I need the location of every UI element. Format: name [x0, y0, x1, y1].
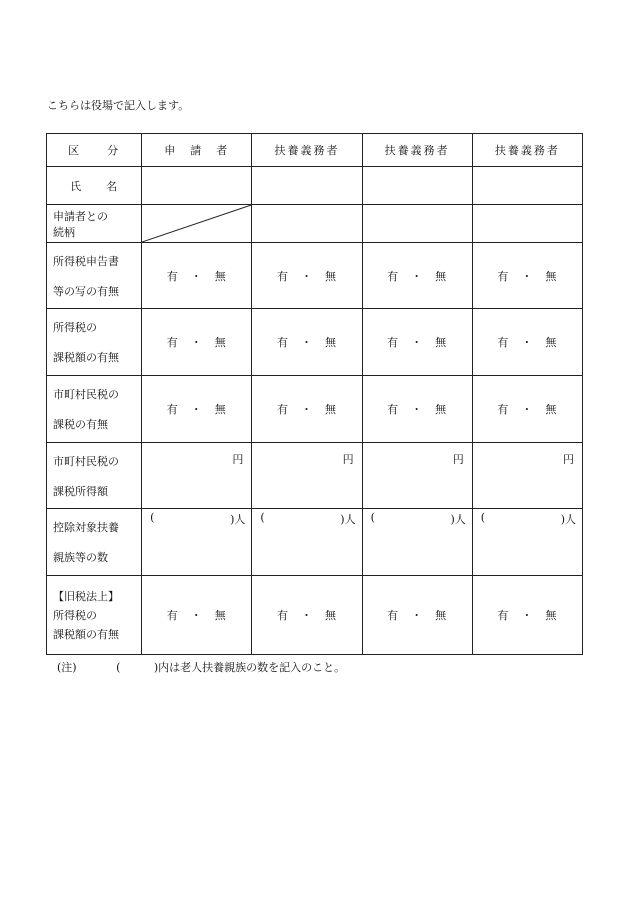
- header-supporter-3: 扶養義務者: [472, 134, 582, 167]
- form-table: [46, 133, 583, 655]
- yes-no-cell[interactable]: 有 ・ 無: [472, 576, 582, 655]
- yes-no-cell[interactable]: 有 ・ 無: [362, 309, 472, 376]
- relation-cell[interactable]: [252, 205, 362, 243]
- yes-no-cell[interactable]: 有 ・ 無: [252, 309, 362, 376]
- row-municipal-tax: [47, 376, 583, 443]
- row-label-old-law: 【旧税法上】 所得税の 課税額の有無: [47, 576, 142, 655]
- relation-cell[interactable]: [472, 205, 582, 243]
- yes-no-cell[interactable]: 有 ・ 無: [142, 576, 252, 655]
- row-dependents: [47, 509, 583, 576]
- dependents-count-cell[interactable]: ( )人: [252, 509, 362, 576]
- yes-no-cell[interactable]: 有 ・ 無: [142, 243, 252, 309]
- diagonal-cell: [142, 205, 252, 243]
- row-label-municipal-tax: 市町村民税の 課税の有無: [47, 376, 142, 443]
- row-municipal-income: [47, 443, 583, 509]
- yes-no-cell[interactable]: 有 ・ 無: [362, 376, 472, 443]
- yes-no-cell[interactable]: 有 ・ 無: [362, 576, 472, 655]
- yes-no-cell[interactable]: 有 ・ 無: [142, 309, 252, 376]
- row-old-law: [47, 576, 583, 655]
- row-income-tax-return: [47, 243, 583, 309]
- yen-amount-cell[interactable]: 円: [142, 443, 252, 509]
- yes-no-cell[interactable]: 有 ・ 無: [472, 243, 582, 309]
- dependents-count-cell[interactable]: ( )人: [142, 509, 252, 576]
- header-row: [47, 134, 583, 167]
- row-label-income-tax-return: 所得税申告書 等の写の有無: [47, 243, 142, 309]
- yen-amount-cell[interactable]: 円: [472, 443, 582, 509]
- row-label-name: 氏 名: [47, 167, 142, 205]
- name-cell[interactable]: [252, 167, 362, 205]
- name-cell[interactable]: [362, 167, 472, 205]
- header-applicant: 申 請 者: [142, 134, 252, 167]
- dependents-count-cell[interactable]: ( )人: [472, 509, 582, 576]
- row-label-income-tax-amount: 所得税の 課税額の有無: [47, 309, 142, 376]
- yen-amount-cell[interactable]: 円: [362, 443, 472, 509]
- footnote: [57, 659, 345, 675]
- yes-no-cell[interactable]: 有 ・ 無: [472, 376, 582, 443]
- yes-no-cell[interactable]: 有 ・ 無: [472, 309, 582, 376]
- name-cell[interactable]: [472, 167, 582, 205]
- footnote-text: )内は老人扶養親族の数を記入のこと。: [153, 661, 346, 674]
- dependents-count-cell[interactable]: ( )人: [362, 509, 472, 576]
- yen-amount-cell[interactable]: 円: [252, 443, 362, 509]
- header-kubun: 区 分: [47, 134, 142, 167]
- row-name: [47, 167, 583, 205]
- row-income-tax-amount: [47, 309, 583, 376]
- yes-no-cell[interactable]: 有 ・ 無: [252, 376, 362, 443]
- yes-no-cell[interactable]: 有 ・ 無: [252, 576, 362, 655]
- footnote-prefix: (注): [57, 661, 77, 674]
- row-label-dependents: 控除対象扶養 親族等の数: [47, 509, 142, 576]
- relation-cell[interactable]: [362, 205, 472, 243]
- name-cell[interactable]: [142, 167, 252, 205]
- intro-text: こちらは役場で記入します。: [47, 99, 190, 112]
- footnote-paren: (: [116, 661, 121, 674]
- row-label-municipal-income: 市町村民税の 課税所得額: [47, 443, 142, 509]
- row-label-relation: 申請者との 続柄: [47, 205, 142, 243]
- diagonal-line: [142, 205, 251, 242]
- yes-no-cell[interactable]: 有 ・ 無: [252, 243, 362, 309]
- yes-no-cell[interactable]: 有 ・ 無: [362, 243, 472, 309]
- yes-no-cell[interactable]: 有 ・ 無: [142, 376, 252, 443]
- row-relation: [47, 205, 583, 243]
- header-supporter-2: 扶養義務者: [362, 134, 472, 167]
- header-supporter-1: 扶養義務者: [252, 134, 362, 167]
